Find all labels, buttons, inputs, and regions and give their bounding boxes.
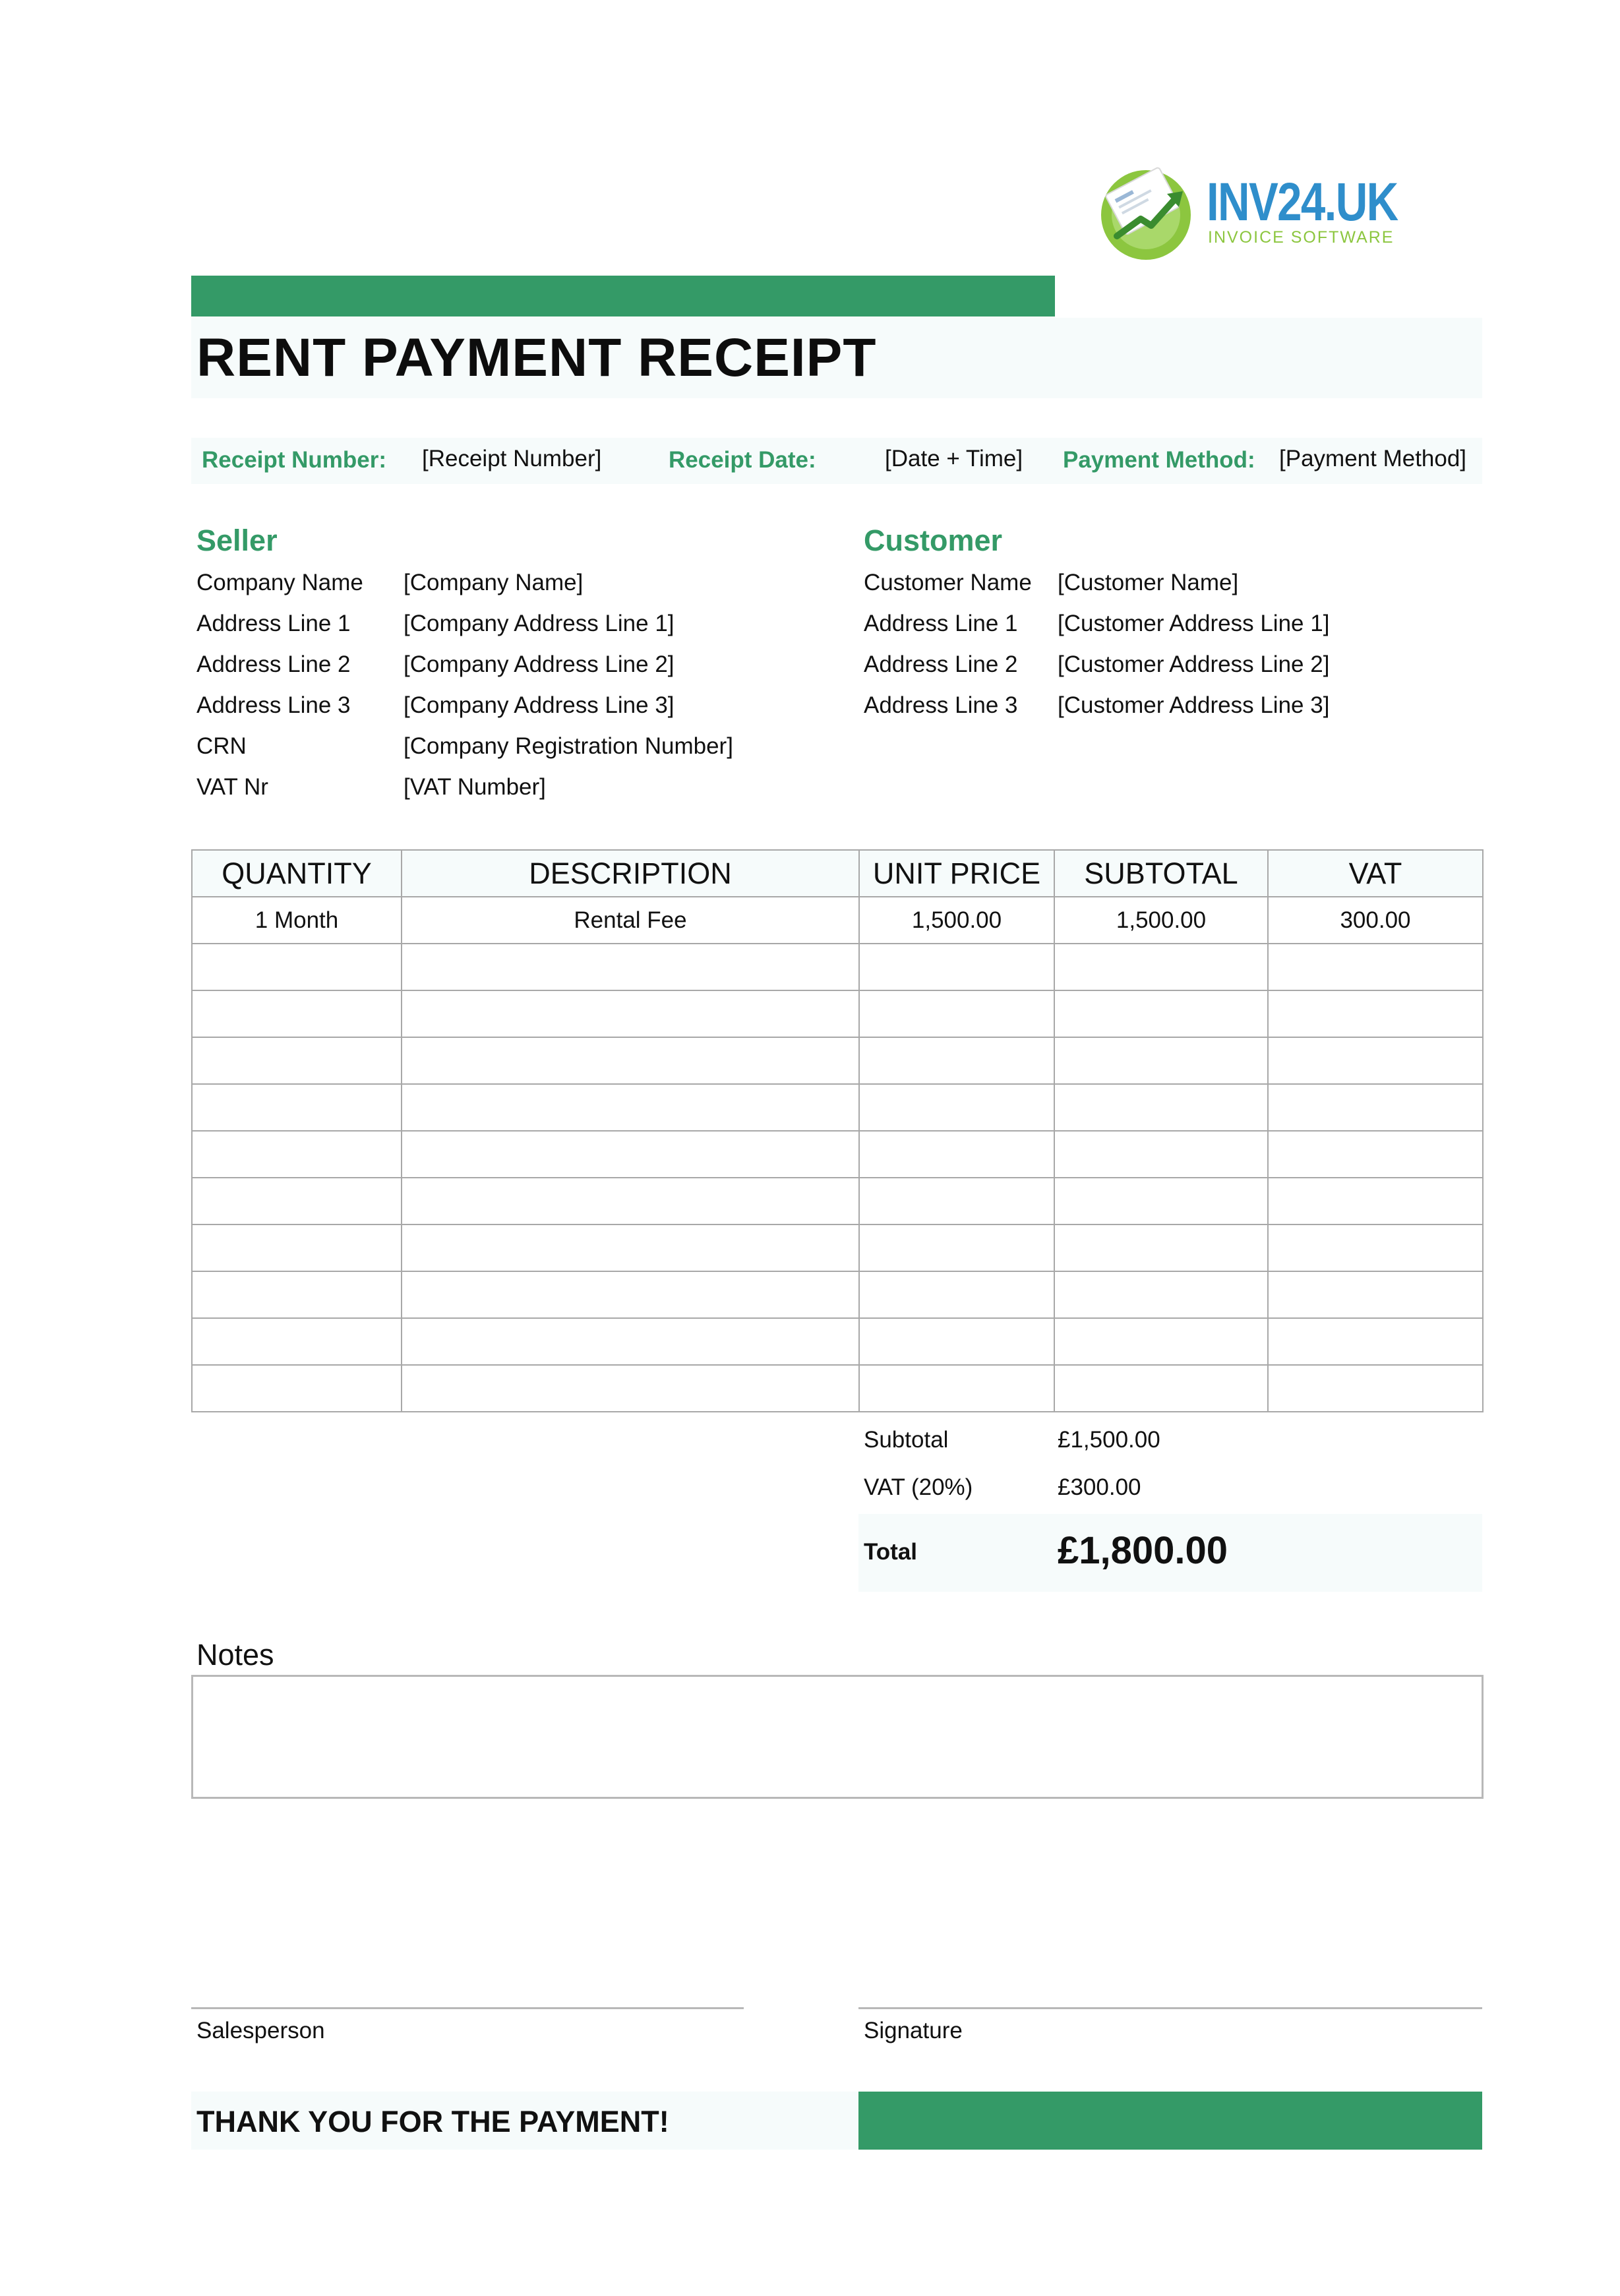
cell [1268,1037,1483,1084]
customer-value: [Customer Address Line 1] [1058,611,1330,636]
cell [1268,1271,1483,1318]
column-header-quantity: QUANTITY [192,850,402,897]
salesperson-line [191,2007,744,2009]
cell [192,1271,402,1318]
subtotal-label: Subtotal [864,1427,949,1453]
seller-value: [VAT Number] [404,774,546,800]
payment-method-label: Payment Method: [1063,447,1255,473]
notes-label: Notes [196,1638,274,1672]
cell [859,990,1054,1037]
receipt-number-value: [Receipt Number] [422,446,602,471]
signature-line [858,2007,1482,2009]
cell [402,1037,859,1084]
cell [402,1131,859,1178]
cell-unit-price: 1,500.00 [859,897,1054,944]
receipt-number-label: Receipt Number: [202,447,387,473]
thank-you-message: THANK YOU FOR THE PAYMENT! [196,2105,669,2138]
receipt-date-value: [Date + Time] [885,446,1023,471]
cell [1268,944,1483,990]
seller-value: [Company Address Line 3] [404,692,675,718]
customer-value: [Customer Address Line 2] [1058,651,1330,677]
cell [1268,1224,1483,1271]
cell [1054,1318,1268,1365]
footer-accent-bar [858,2092,1482,2150]
header-accent-bar [191,276,1055,317]
column-header-subtotal: SUBTOTAL [1054,850,1268,897]
cell [192,944,402,990]
cell [1268,1178,1483,1224]
column-header-description: DESCRIPTION [402,850,859,897]
cell [1268,1365,1483,1412]
cell-vat: 300.00 [1268,897,1483,944]
items-table [191,849,1484,1412]
cell [1268,990,1483,1037]
cell [192,1224,402,1271]
column-header-unit-price: UNIT PRICE [859,850,1054,897]
cell [192,1318,402,1365]
subtotal-value: £1,500.00 [1058,1427,1160,1453]
salesperson-label: Salesperson [196,2018,325,2043]
cell-subtotal: 1,500.00 [1054,897,1268,944]
logo-subtext: INVOICE SOFTWARE [1208,228,1395,247]
cell [1054,1084,1268,1131]
cell [1268,1131,1483,1178]
cell [1054,1037,1268,1084]
cell [859,1224,1054,1271]
signature-label: Signature [864,2018,963,2043]
table-row [192,1037,1483,1084]
cell [402,1084,859,1131]
cell [402,944,859,990]
cell [859,1365,1054,1412]
vat-label: VAT (20%) [864,1474,973,1500]
cell [1054,944,1268,990]
logo-text: INV24.UK [1207,172,1398,232]
cell [1054,1178,1268,1224]
seller-value: [Company Registration Number] [404,733,733,759]
table-row [192,1318,1483,1365]
seller-label: Company Name [196,570,363,595]
cell [192,1365,402,1412]
cell [859,1178,1054,1224]
table-row [192,1365,1483,1412]
customer-label: Customer Name [864,570,1032,595]
cell [1054,1271,1268,1318]
column-header-vat: VAT [1268,850,1483,897]
seller-label: Address Line 2 [196,651,351,677]
seller-value: [Company Name] [404,570,584,595]
table-row [192,1271,1483,1318]
cell [859,1037,1054,1084]
table-row [192,1178,1483,1224]
logo-emblem-icon [1095,158,1200,264]
seller-label: Address Line 3 [196,692,351,718]
cell [402,1318,859,1365]
table-row [192,897,1483,944]
seller-value: [Company Address Line 2] [404,651,675,677]
cell [1054,990,1268,1037]
receipt-date-label: Receipt Date: [669,447,816,473]
company-logo [1095,158,1404,264]
cell-quantity: 1 Month [192,897,402,944]
cell [402,1271,859,1318]
customer-label: Address Line 3 [864,692,1018,718]
table-row [192,1084,1483,1131]
seller-label: CRN [196,733,247,759]
notes-box[interactable] [191,1675,1484,1799]
table-row [192,1131,1483,1178]
cell [859,1131,1054,1178]
cell [1268,1318,1483,1365]
cell [1054,1131,1268,1178]
table-row [192,990,1483,1037]
customer-heading: Customer [864,524,1003,557]
vat-value: £300.00 [1058,1474,1141,1500]
cell [192,1084,402,1131]
cell [1268,1084,1483,1131]
cell [192,1178,402,1224]
cell-description: Rental Fee [402,897,859,944]
total-label: Total [864,1539,918,1565]
total-value: £1,800.00 [1058,1529,1228,1572]
cell [859,944,1054,990]
cell [1054,1365,1268,1412]
table-row [192,1224,1483,1271]
cell [402,1224,859,1271]
cell [402,1365,859,1412]
seller-value: [Company Address Line 1] [404,611,675,636]
cell [1054,1224,1268,1271]
seller-label: Address Line 1 [196,611,351,636]
cell [192,990,402,1037]
payment-method-value: [Payment Method] [1279,446,1467,471]
cell [859,1318,1054,1365]
page-title: RENT PAYMENT RECEIPT [196,328,877,388]
cell [402,1178,859,1224]
cell [859,1271,1054,1318]
cell [192,1037,402,1084]
seller-heading: Seller [196,524,278,557]
customer-value: [Customer Address Line 3] [1058,692,1330,718]
seller-label: VAT Nr [196,774,268,800]
table-header-row [192,850,1483,897]
customer-label: Address Line 2 [864,651,1018,677]
cell [192,1131,402,1178]
customer-label: Address Line 1 [864,611,1018,636]
cell [859,1084,1054,1131]
table-row [192,944,1483,990]
customer-value: [Customer Name] [1058,570,1239,595]
cell [402,990,859,1037]
